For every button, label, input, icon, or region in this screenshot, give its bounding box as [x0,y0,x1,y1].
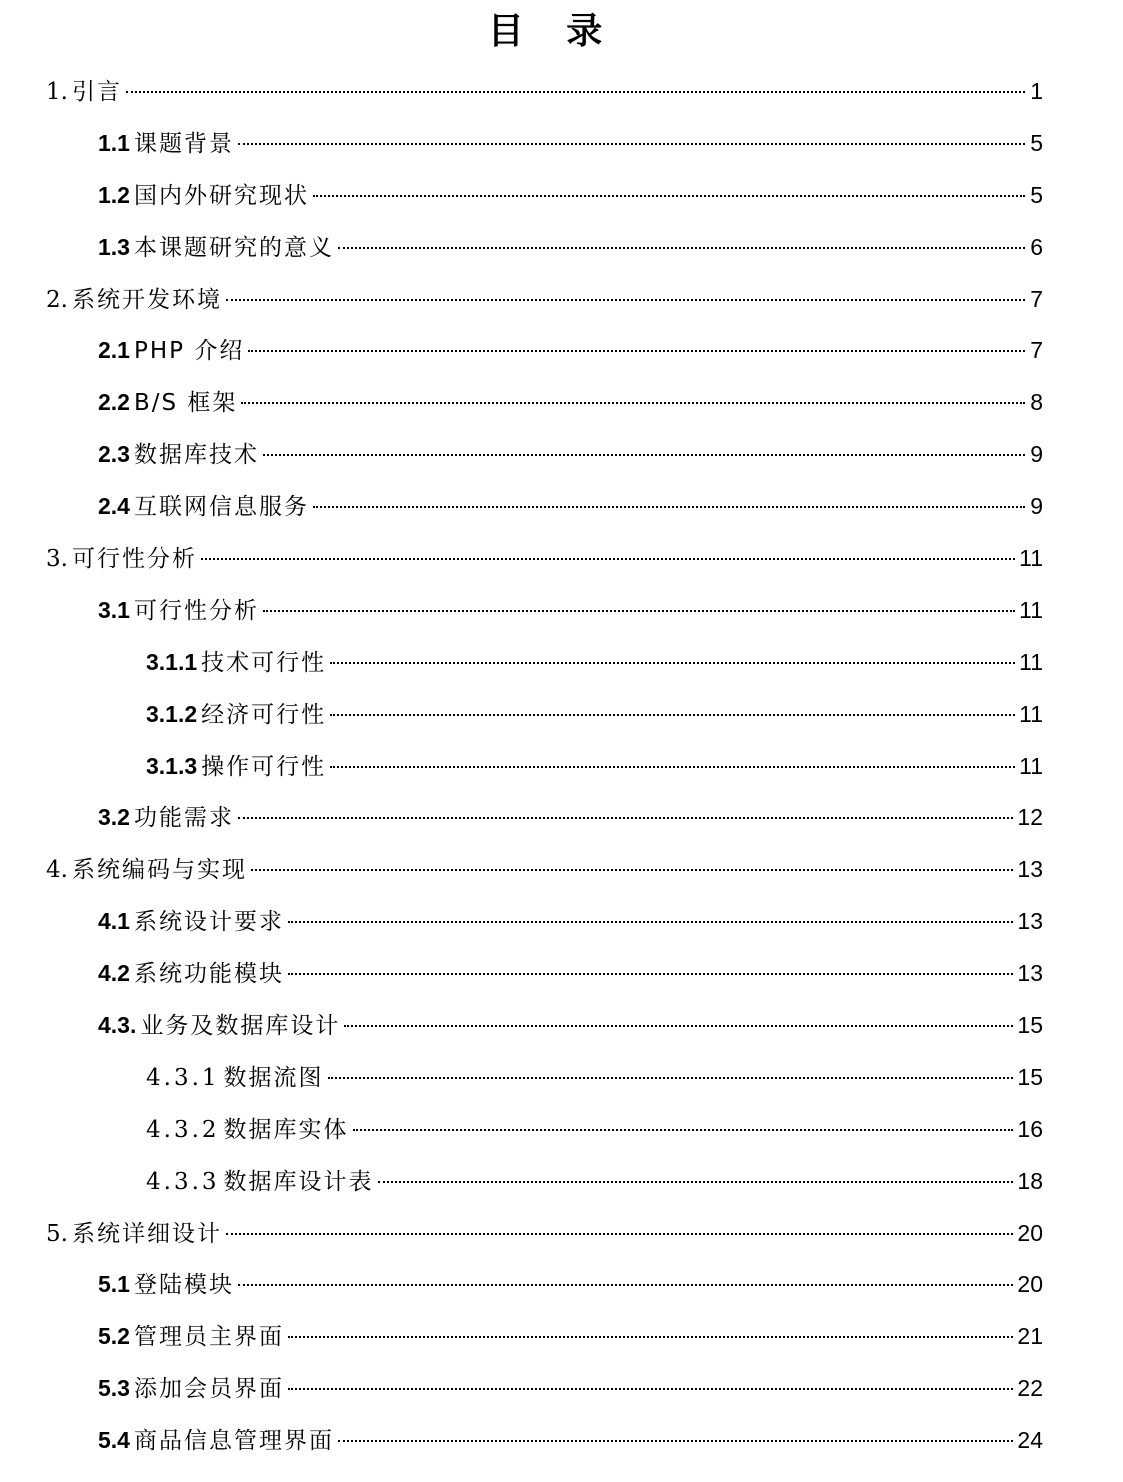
toc-entry-number: 4.3. [98,1012,137,1039]
toc-entry[interactable] [0,585,1123,637]
toc-entry-page: 13 [1017,960,1043,987]
toc-entry[interactable] [0,948,1123,1000]
toc-entry[interactable] [0,481,1123,533]
toc-entry-title: 本课题研究的意义 [133,234,334,261]
toc-entry-page: 13 [1017,908,1043,935]
toc-entry[interactable] [0,274,1123,326]
toc-entry-title: 操作可行性 [201,753,327,780]
toc-entry[interactable] [0,1259,1123,1311]
toc-entry[interactable] [0,1052,1123,1104]
toc-entry-title: 引言 [71,79,122,105]
toc-dot-leader [378,1181,1014,1183]
toc-entry-page: 11 [1019,700,1043,727]
toc-dot-leader [238,143,1025,145]
toc-dot-leader [251,869,1013,871]
toc-entry[interactable] [0,1156,1123,1208]
toc-entry-page: 15 [1017,1012,1043,1039]
toc-entry[interactable] [0,689,1123,741]
toc-entry-number: 2.1 [98,337,130,364]
toc-entry-title: 系统详细设计 [71,1220,222,1247]
toc-entry[interactable] [0,325,1123,377]
toc-entry-page: 15 [1017,1063,1043,1090]
toc-entry[interactable] [0,896,1123,948]
toc-entry-page: 8 [1030,389,1043,416]
toc-entry-title: 数据库技术 [133,442,259,469]
toc-entry-number: 2.2 [98,389,130,416]
toc-entry-title: 可行性分析 [71,546,197,573]
toc-entry-title: 系统编码与实现 [71,857,247,884]
toc-entry-title: 系统开发环境 [71,286,222,313]
toc-entry-number: 4.3.1 [146,1064,220,1091]
toc-list [0,66,1123,1467]
toc-entry-title: 数据库设计表 [223,1168,374,1195]
toc-entry-number: 5. [46,1220,68,1247]
toc-entry-number: 5.2 [98,1323,130,1350]
toc-entry-number: 4.3.3 [146,1168,220,1195]
toc-entry-title: 数据流图 [223,1064,324,1091]
toc-entry-number: 4.3.2 [146,1116,220,1143]
toc-entry-title: 经济可行性 [201,701,327,728]
toc-entry[interactable] [0,844,1123,896]
toc-dot-leader [330,714,1015,716]
toc-entry[interactable] [0,222,1123,274]
toc-entry-page: 11 [1019,648,1043,675]
toc-entry-title: 技术可行性 [201,649,327,676]
toc-entry-page: 20 [1017,1271,1043,1298]
toc-entry-title: 课题背景 [133,130,234,157]
toc-entry-number: 3.1 [98,596,130,623]
toc-entry-number: 3. [46,546,68,573]
toc-entry-page: 7 [1030,285,1043,312]
toc-dot-leader [288,921,1013,923]
toc-entry[interactable] [0,533,1123,585]
toc-entry-title: 互联网信息服务 [133,494,309,521]
toc-entry-number: 5.1 [98,1271,130,1298]
toc-dot-leader [248,350,1025,352]
toc-entry-page: 12 [1017,804,1043,831]
toc-entry[interactable] [0,1311,1123,1363]
toc-entry-title: B/S 框架 [133,390,238,417]
toc-entry[interactable] [0,118,1123,170]
toc-entry[interactable] [0,377,1123,429]
toc-entry[interactable] [0,637,1123,689]
toc-dot-leader [344,1025,1013,1027]
toc-entry[interactable] [0,170,1123,222]
toc-entry-page: 9 [1030,493,1043,520]
toc-entry-page: 1 [1030,78,1043,104]
toc-dot-leader [238,1284,1013,1286]
toc-entry-page: 7 [1030,337,1043,364]
toc-entry-page: 18 [1017,1167,1043,1194]
toc-dot-leader [330,662,1015,664]
toc-entry-title: 商品信息管理界面 [133,1428,334,1455]
toc-entry-title: 登陆模块 [133,1272,234,1299]
toc-entry-number: 3.1.3 [146,752,198,779]
toc-entry[interactable] [0,66,1123,118]
toc-dot-leader [263,454,1025,456]
toc-entry-page: 20 [1017,1219,1043,1246]
toc-dot-leader [338,1440,1013,1442]
toc-entry-number: 4. [46,857,68,884]
toc-entry-number: 5.4 [98,1427,130,1454]
toc-entry-number: 4.2 [98,960,130,987]
toc-dot-leader [353,1129,1014,1131]
toc-title: 目 录 [487,11,603,52]
toc-entry[interactable] [0,1208,1123,1260]
toc-entry-number: 3.1.1 [146,648,198,675]
toc-entry-number: 5.3 [98,1375,130,1402]
toc-entry[interactable] [0,741,1123,793]
toc-entry-page: 11 [1019,545,1043,572]
toc-entry-page: 11 [1019,596,1043,623]
toc-entry-page: 22 [1017,1375,1043,1402]
toc-entry[interactable] [0,1104,1123,1156]
toc-entry-page: 24 [1017,1427,1043,1454]
toc-entry-page: 11 [1019,752,1043,779]
toc-dot-leader [328,1077,1014,1079]
toc-entry-title: 业务及数据库设计 [140,1013,341,1040]
toc-entry-title: 国内外研究现状 [133,182,309,209]
toc-entry-number: 4.1 [98,908,130,935]
toc-entry-page: 5 [1030,181,1043,208]
toc-entry[interactable] [0,1415,1123,1467]
toc-entry-title: 数据库实体 [223,1116,349,1143]
toc-entry-number: 2.4 [98,493,130,520]
toc-dot-leader [313,506,1025,508]
toc-entry-title: 添加会员界面 [133,1376,284,1403]
toc-dot-leader [226,299,1025,301]
toc-dot-leader [226,1233,1013,1235]
toc-dot-leader [238,817,1013,819]
toc-entry[interactable] [0,429,1123,481]
toc-dot-leader [241,402,1025,404]
toc-dot-leader [126,91,1025,93]
toc-entry-title: 系统设计要求 [133,909,284,936]
toc-entry-number: 1.2 [98,181,130,208]
toc-entry[interactable] [0,1000,1123,1052]
toc-entry[interactable] [0,1363,1123,1415]
toc-entry-page: 16 [1017,1115,1043,1142]
toc-entry-page: 13 [1017,856,1043,883]
toc-dot-leader [201,558,1015,560]
toc-entry-title: PHP 介绍 [133,338,245,365]
toc-dot-leader [330,766,1015,768]
toc-entry-title: 功能需求 [133,805,234,832]
toc-entry-number: 3.2 [98,804,130,831]
toc-dot-leader [288,973,1013,975]
toc-entry-number: 1.3 [98,233,130,260]
toc-dot-leader [288,1336,1013,1338]
toc-entry-page: 21 [1017,1323,1043,1350]
toc-entry-page: 9 [1030,441,1043,468]
toc-entry-title: 可行性分析 [133,597,259,624]
toc-entry-number: 1.1 [98,129,130,156]
toc-entry-number: 3.1.2 [146,700,198,727]
toc-dot-leader [288,1388,1013,1390]
toc-entry[interactable] [0,792,1123,844]
toc-entry-title: 管理员主界面 [133,1324,284,1351]
toc-entry-title: 系统功能模块 [133,961,284,988]
toc-entry-page: 5 [1030,129,1043,156]
toc-entry-number: 2. [46,286,68,313]
toc-entry-number: 2.3 [98,441,130,468]
toc-dot-leader [338,247,1025,249]
toc-dot-leader [313,195,1025,197]
toc-entry-number: 1. [46,79,68,105]
toc-entry-page: 6 [1030,233,1043,260]
toc-dot-leader [263,610,1015,612]
